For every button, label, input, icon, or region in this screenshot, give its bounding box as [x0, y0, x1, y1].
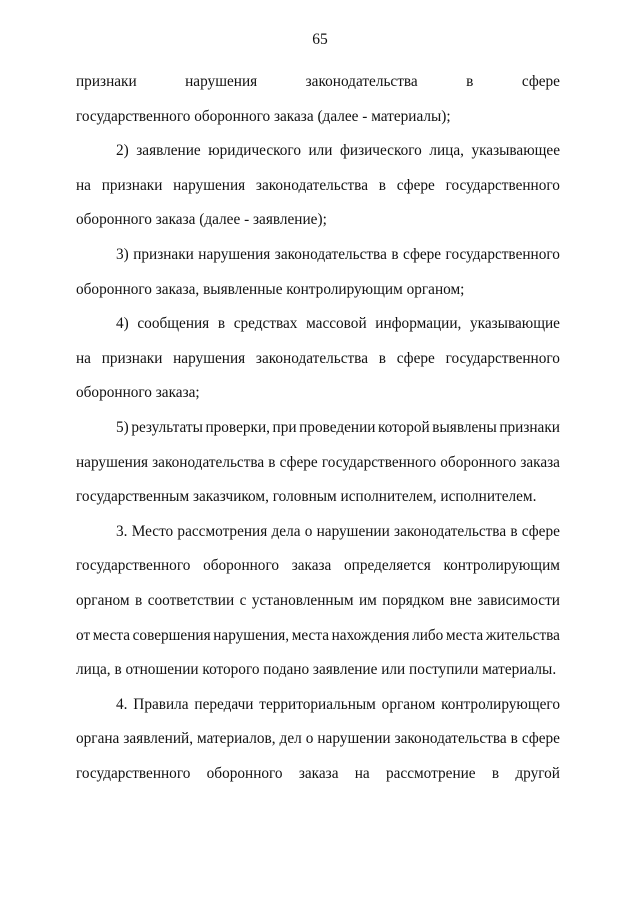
word: сфере [521, 522, 560, 540]
word: нарушения [198, 245, 271, 263]
word: 3) [116, 245, 129, 263]
word: законодательства [394, 522, 507, 540]
text-line [76, 552, 560, 587]
text-line [76, 622, 560, 657]
word: на [76, 349, 91, 367]
word: на [76, 176, 91, 194]
word: места [445, 626, 484, 644]
word: органом [381, 695, 436, 713]
word: нахождения [331, 626, 410, 644]
word: физического [339, 142, 422, 160]
text-line: оборонного заказа, выявленные контролирующим органом; [76, 280, 465, 298]
text-line [76, 587, 560, 622]
word: 5) [116, 418, 129, 436]
word: нарушения [173, 176, 246, 194]
text-line [76, 449, 560, 484]
text-line [76, 172, 560, 207]
word: при [272, 418, 297, 436]
word: 4. [116, 695, 128, 713]
word: законодательства [152, 453, 265, 471]
word: органа [76, 730, 120, 748]
word: заказа [291, 557, 332, 575]
word: признаки [499, 418, 560, 436]
page-number: 65 [312, 31, 328, 48]
text-line: оборонного заказа (далее - заявление); [76, 211, 327, 229]
word: либо [412, 626, 444, 644]
word: места [92, 626, 131, 644]
word: контролирующего [441, 695, 560, 713]
word: законодательства [255, 349, 368, 367]
word: сфере [521, 73, 560, 90]
word: законодательства [305, 73, 418, 90]
word: с [239, 591, 247, 609]
document-body [76, 68, 560, 794]
word: им [358, 591, 377, 609]
word: проведении [299, 418, 376, 436]
word: в [135, 591, 143, 609]
word: о [305, 730, 314, 748]
word: порядком [382, 591, 445, 609]
text-line [76, 518, 560, 553]
word: в [491, 764, 500, 782]
text-line: государственного оборонного заказа (далее - материалы); [76, 107, 451, 125]
word: соответствии [147, 591, 235, 609]
word: законодательства [255, 176, 368, 194]
word: в [217, 315, 226, 333]
word: заказа [298, 764, 339, 782]
word: от [76, 626, 91, 644]
word: сфере [521, 730, 560, 748]
word: государственного [445, 176, 560, 194]
word: органом [76, 591, 130, 609]
word: признаки [101, 176, 163, 194]
word: выявлены [432, 418, 497, 436]
word: указывающие [470, 315, 560, 333]
word: сфере [396, 349, 435, 367]
text-line [76, 760, 560, 795]
word: передачи [194, 695, 254, 713]
word: Правила [133, 695, 189, 713]
word: сфере [279, 453, 318, 471]
word: другой [515, 764, 560, 782]
word: признаки [76, 73, 137, 90]
word: законодательства [274, 245, 387, 263]
word: сообщения [137, 315, 210, 333]
word: 4) [116, 315, 129, 333]
word: заявлений, [123, 730, 194, 748]
word: дел [279, 730, 302, 748]
word: государственного [76, 557, 191, 575]
text-line [76, 310, 560, 345]
word: оборонного [203, 557, 280, 575]
word: места [291, 626, 330, 644]
word: в [268, 453, 276, 471]
word: о [304, 522, 313, 540]
word: которой [378, 418, 430, 436]
word: нарушения, [213, 626, 290, 644]
word: сфере [396, 176, 435, 194]
word: нарушения [76, 453, 149, 471]
word: жительства [485, 626, 560, 644]
word: территориальным [259, 695, 376, 713]
word: определяется [344, 557, 431, 575]
word: контролирующим [443, 557, 560, 575]
word: заказа [520, 453, 560, 471]
word: законодательства [394, 730, 507, 748]
word: государственного [445, 349, 560, 367]
word: государственного [321, 453, 437, 471]
word: в [510, 730, 518, 748]
text-line [76, 137, 560, 172]
word: на [354, 764, 370, 782]
word: в [378, 176, 386, 194]
text-line: лица, в отношении которого подано заявление или поступили материалы. [76, 661, 557, 679]
text-line [76, 725, 560, 760]
word: проверки, [205, 418, 270, 436]
word: рассмотрение [385, 764, 476, 782]
text-line [76, 414, 560, 449]
word: установленным [251, 591, 354, 609]
word: в [378, 349, 386, 367]
word: 3. [116, 522, 128, 540]
word: оборонного [206, 764, 283, 782]
word: вне [449, 591, 472, 609]
word: сфере [402, 245, 442, 263]
word: лица, [429, 142, 464, 160]
word: указывающее [471, 142, 560, 160]
word: нарушении [317, 730, 391, 748]
word: признаки [101, 349, 163, 367]
word: материалов, [197, 730, 276, 748]
text-line [76, 345, 560, 380]
word: государственного [76, 764, 191, 782]
word: результаты [131, 418, 203, 436]
word: средствах [233, 315, 298, 333]
word: информации, [375, 315, 462, 333]
word: нарушении [316, 522, 390, 540]
word: нарушения [173, 349, 246, 367]
word: 2) [116, 142, 129, 160]
word: дела [271, 522, 301, 540]
word: заявление [136, 142, 201, 160]
word: государственного [445, 245, 560, 263]
word: зависимости [477, 591, 560, 609]
word: оборонного [440, 453, 517, 471]
text-line [76, 68, 560, 103]
word: юридического [208, 142, 301, 160]
word: в [466, 73, 474, 90]
word: признаки [133, 245, 194, 263]
word: в [391, 245, 399, 263]
text-line [76, 691, 560, 726]
text-line: государственным заказчиком, головным исполнителем, исполнителем. [76, 488, 537, 506]
word: совершения [132, 626, 211, 644]
word: нарушения [185, 73, 258, 90]
word: или [308, 142, 333, 160]
word: в [510, 522, 518, 540]
word: Место [131, 522, 174, 540]
text-line: оборонного заказа; [76, 384, 200, 402]
word: массовой [306, 315, 367, 333]
word: рассмотрения [177, 522, 268, 540]
text-line [76, 241, 560, 276]
